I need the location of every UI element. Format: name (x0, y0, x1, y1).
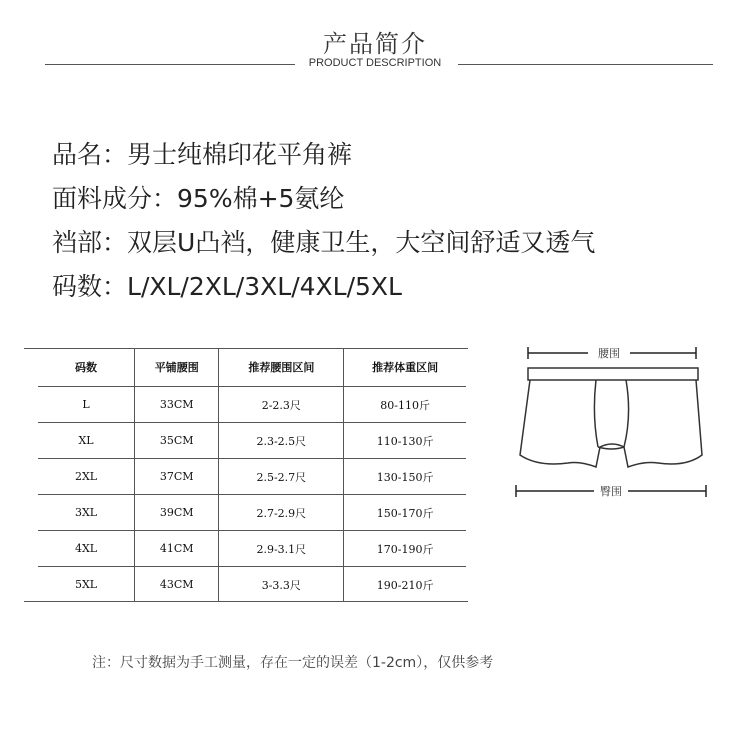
table-cell: 2XL (38, 459, 135, 495)
boxer-outline-icon (520, 368, 702, 467)
table-header-cell: 推荐腰围区间 (219, 348, 344, 387)
table-cell: 43CM (135, 567, 219, 603)
info-key: 品名： (52, 140, 128, 169)
waist-dimension (528, 347, 696, 360)
table-cell: 3-3.3尺 (219, 567, 344, 603)
table-cell: 170-190斤 (344, 531, 466, 567)
table-cell: 33CM (135, 387, 219, 423)
table-cell: 5XL (38, 567, 135, 603)
info-sizes (52, 265, 595, 309)
table-cell: 4XL (38, 531, 135, 567)
table-cell: 37CM (135, 459, 219, 495)
table-cell: 130-150斤 (344, 459, 466, 495)
table-cell: 2-2.3尺 (219, 387, 344, 423)
hip-dimension (516, 485, 706, 498)
table-row (38, 495, 466, 531)
section-header (0, 20, 750, 80)
section-title: 产品简介 (323, 30, 427, 58)
info-value: 95%棉+5氨纶 (177, 184, 345, 213)
table-row (38, 423, 466, 459)
table-cell: 2.7-2.9尺 (219, 495, 344, 531)
table-header-row (38, 348, 466, 387)
table-cell: 2.9-3.1尺 (219, 531, 344, 567)
info-key: 码数： (52, 272, 128, 301)
section-subtitle: PRODUCT DESCRIPTION (308, 57, 442, 69)
table-cell: 41CM (135, 531, 219, 567)
table-cell: 80-110斤 (344, 387, 466, 423)
table-rule-bottom (24, 601, 468, 602)
product-info (52, 133, 595, 309)
info-material (52, 177, 595, 221)
boxer-measurement-diagram (508, 335, 728, 515)
table-cell: L (38, 387, 135, 423)
info-product-name (52, 133, 595, 177)
table-row (38, 531, 466, 567)
info-crotch (52, 221, 595, 265)
size-table (38, 348, 466, 602)
table-cell: 2.5-2.7尺 (219, 459, 344, 495)
measurement-note: 注：尺寸数据为手工测量，存在一定的误差（1-2cm），仅供参考 (92, 655, 494, 671)
table-row (38, 387, 466, 423)
table-row (38, 459, 466, 495)
table-cell: 35CM (135, 423, 219, 459)
table-cell: 2.3-2.5尺 (219, 423, 344, 459)
table-row (38, 567, 466, 603)
table-cell: 150-170斤 (344, 495, 466, 531)
table-header-cell: 推荐体重区间 (344, 348, 466, 387)
table-cell: 190-210斤 (376, 578, 434, 592)
table-cell: 39CM (135, 495, 219, 531)
table-header-cell: 码数 (38, 348, 135, 387)
table-cell: XL (38, 423, 135, 459)
hip-label: 臀围 (600, 485, 622, 498)
info-key: 面料成分： (52, 184, 178, 213)
table-cell: 110-130斤 (344, 423, 466, 459)
table-header-cell: 平铺腰围 (135, 348, 219, 387)
info-value: 男士纯棉印花平角裤 (127, 140, 353, 169)
table-cell: 3XL (38, 495, 135, 531)
info-value: 双层U凸裆，健康卫生，大空间舒适又透气 (127, 228, 596, 257)
waist-label: 腰围 (598, 347, 620, 360)
info-value: L/XL/2XL/3XL/4XL/5XL (127, 272, 402, 301)
info-key: 裆部： (52, 228, 128, 257)
